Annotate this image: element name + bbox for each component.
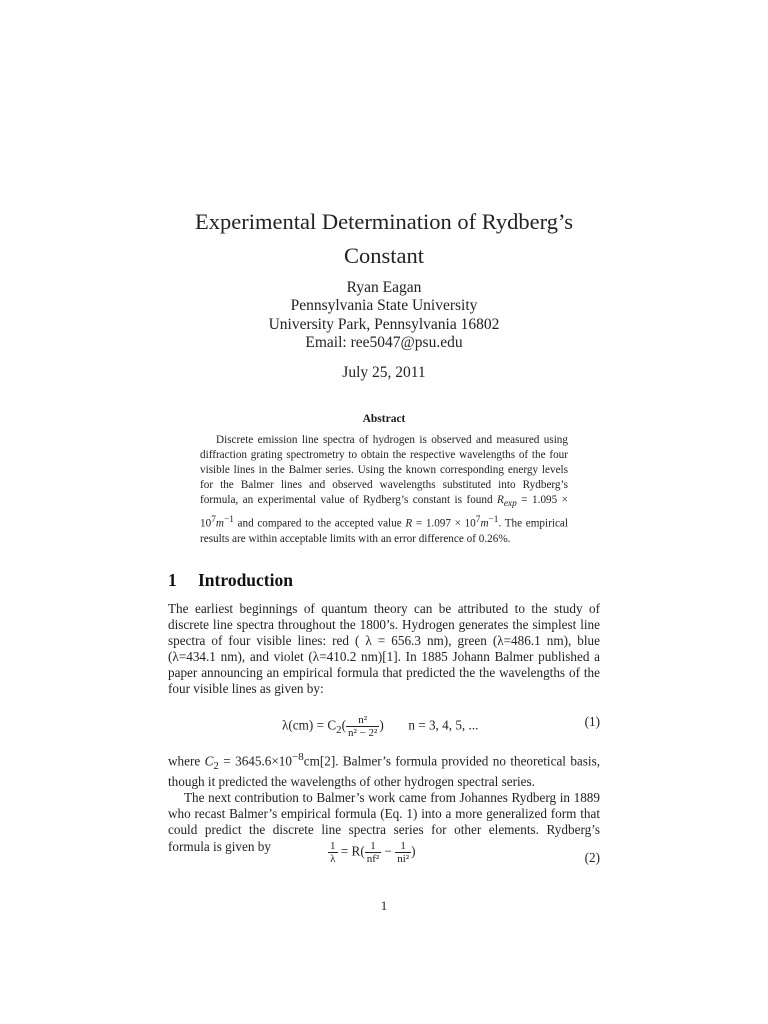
author-address: University Park, Pennsylvania 16802 xyxy=(268,315,500,333)
r-acc-value: = 1.097 × 10 xyxy=(412,517,476,530)
eq2-f1-den: nf² xyxy=(366,853,380,865)
eq1-fraction xyxy=(346,714,379,739)
author-affiliation: Pennsylvania State University xyxy=(290,297,478,315)
abstract-heading: Abstract xyxy=(362,413,406,425)
eq1-label: (1) xyxy=(584,714,600,729)
paper-title xyxy=(140,205,628,273)
eq2-lhs-num: 1 xyxy=(330,840,336,852)
intro-p2-a: where xyxy=(168,753,205,769)
c2-symbol: C xyxy=(204,753,214,769)
intro-p2-b: = 3645.6×10 xyxy=(218,753,292,769)
abstract-text-2: and compared to the accepted value xyxy=(233,517,406,530)
r-acc-unit: m xyxy=(480,517,489,530)
abstract-body xyxy=(200,433,568,547)
intro-p3: The next contribution to Balmer’s work came from Johannes Rydberg in 1889 who recast Balmer’s empirical formula (Eq. 1) into a more generalized form that could predict the discrete line spectra series for other elements. Rydberg’s formula is given by xyxy=(168,790,600,854)
eq2-minus: − xyxy=(384,843,392,859)
r-acc-pow: 7 xyxy=(475,514,481,525)
eq1-numerator: n² xyxy=(346,714,379,727)
eq2-lhs-den: λ xyxy=(330,853,336,865)
eq2-expression xyxy=(328,840,415,865)
eq2-label: (2) xyxy=(584,850,600,865)
intro-paragraphs-2-3 xyxy=(168,749,600,855)
eq2-fraction-2 xyxy=(395,840,411,865)
eq2-lhs-fraction xyxy=(328,840,338,865)
intro-p2-pow: −8 xyxy=(292,751,304,763)
eq2-close: ) xyxy=(411,843,416,859)
equation-1 xyxy=(168,706,600,746)
author-name: Ryan Eagan xyxy=(346,279,422,296)
page-number: 1 xyxy=(380,898,388,913)
intro-p2-c: cm[2]. Balmer’s formula provided no theoretical basis, though it predicted the wavelengths of other hydrogen spectral series. xyxy=(168,753,601,790)
eq1-condition: n = 3, 4, 5, ... xyxy=(408,717,479,733)
intro-p1-text: The earliest beginnings of quantum theory can be attributed to the study of discrete line spectra throughout the 1800’s. Hydrogen generates the simplest line spectra of four visible lines: red ( λ = 656.3 nm), green (λ=486.1 nm), blue (λ=434.1 nm), and violet (λ=410.2 nm)[1]. In 1885 Johann Balmer published a paper announcing an empirical formula that predicted the the wavelengths of the four visible lines as given by: xyxy=(168,601,600,697)
abstract-text-1: Discrete emission line spectra of hydrogen is observed and measured using diffraction grating spectrometry to obtain the respective wavelengths of the four visible lines in the Balmer series. Using the known corresponding energy levels for the Balmer lines and observed wavelengths substituted into Rydberg’s formula, an experimental value of Rydberg’s constant is found xyxy=(200,434,568,507)
section-heading xyxy=(168,570,293,591)
title-line-2: Constant xyxy=(343,243,424,268)
r-exp-unit: m xyxy=(215,517,224,530)
intro-p2 xyxy=(168,749,600,790)
eq2-f2-num: 1 xyxy=(395,840,411,853)
eq2-f1-num: 1 xyxy=(365,840,381,853)
r-exp-pow: 7 xyxy=(211,514,216,525)
r-exp-sub: exp xyxy=(503,499,517,510)
eq1-expression: $\lambda(cm) = C_2$( $\frac{\text{n²}}{\text{n² − 2²}}$ ) n = 3, 4, 5, ... xyxy=(282,714,479,739)
eq1-lhs: λ(cm) = C xyxy=(282,717,337,733)
eq2-fraction-1 xyxy=(365,840,381,865)
author-email: Email: ree5047@psu.edu xyxy=(305,333,463,351)
paper-date: July 25, 2011 xyxy=(342,364,426,381)
intro-paragraph-1 xyxy=(168,601,600,698)
r-acc-symbol: R xyxy=(405,517,413,530)
equation-2 xyxy=(168,840,600,880)
eq1-denominator: n² − 2² xyxy=(348,727,378,739)
eq2-f2-den: ni² xyxy=(397,853,410,865)
abstract-text-3: . The empirical results are within acceptable limits with an error difference of 0.26%. xyxy=(200,517,569,545)
r-exp-unit-pow: −1 xyxy=(223,514,234,525)
author-block xyxy=(140,279,628,352)
section-number: 1 xyxy=(168,570,177,590)
eq2-equals: = R( xyxy=(340,843,365,859)
r-acc-unit-pow: −1 xyxy=(488,514,499,525)
eq1-lhs-sub: 2 xyxy=(336,724,342,737)
r-exp-value: = 1.095 × 10 xyxy=(200,494,568,530)
c2-sub: 2 xyxy=(213,760,219,773)
r-exp-symbol: R xyxy=(497,494,504,507)
title-line-1: Experimental Determination of Rydberg’s xyxy=(195,209,573,234)
section-title: Introduction xyxy=(198,570,293,590)
